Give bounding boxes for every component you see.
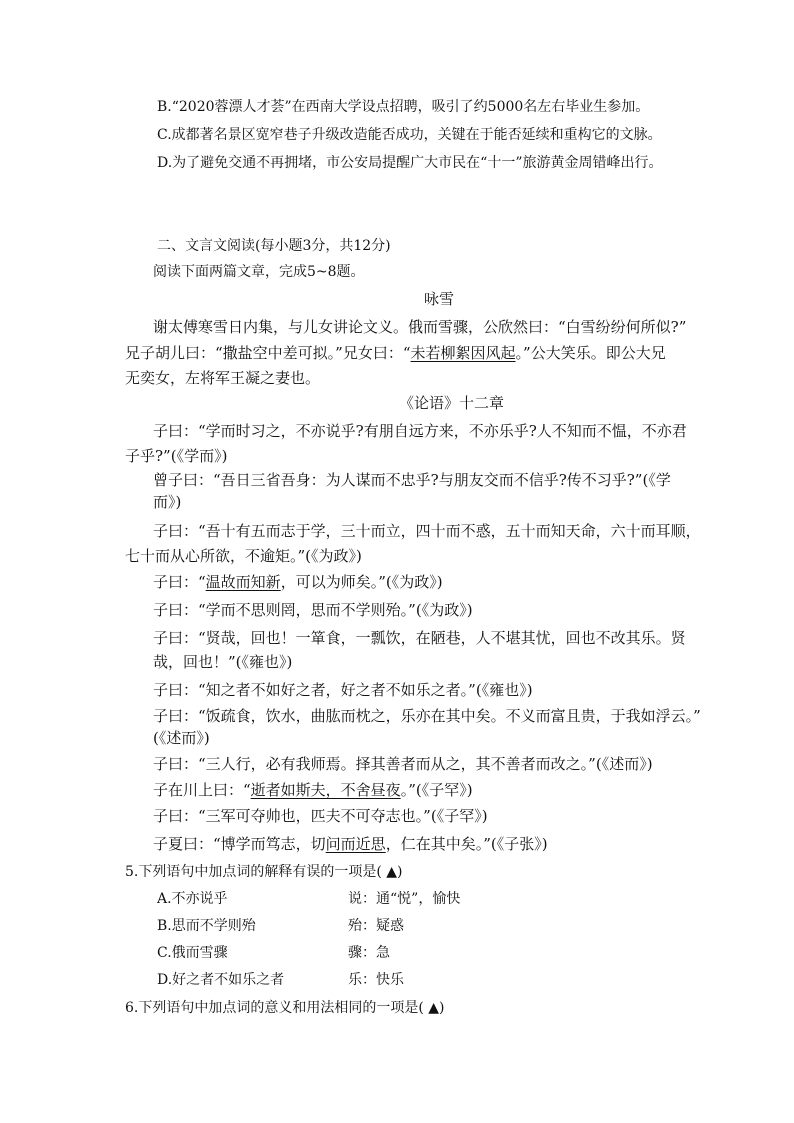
underlined-phrase: 未若柳絮因风起 <box>410 344 516 362</box>
q5-option-a-gloss: 说：通“悦”，愉快 <box>348 891 461 907</box>
passage-line: 七十而从心所欲，不逾矩。”(《为政》) <box>125 547 362 565</box>
section-instruction: 阅读下面两篇文章，完成5~8题。 <box>153 264 365 280</box>
passage-line: 子夏曰：“博学而笃志，切问而近思，仁在其中矣。”(《子张》) <box>153 835 548 853</box>
option-d: D.为了避免交通不再拥堵，市公安局提醒广大市民在“十一”旅游黄金周错峰出行。 <box>157 155 663 171</box>
passage-line: 哉，回也！”(《雍也》) <box>153 653 293 671</box>
passage-line: 子曰：“温故而知新，可以为师矣。”(《为政》) <box>153 573 443 591</box>
passage-line: 子曰：“知之者不如好之者，好之者不如乐之者。”(《雍也》) <box>153 681 533 699</box>
question-6-stem: 6.下列语句中加点词的意义和用法相同的一项是( ▲) <box>125 1000 445 1016</box>
q5-option-a-term: A.不亦说乎 <box>157 891 228 907</box>
passage-line: 谢太傅寒雪日内集，与儿女讲论文义。俄而雪骤，公欣然曰：“白雪纷纷何所似?” <box>153 318 687 336</box>
q5-option-b-gloss: 殆：疑惑 <box>348 918 404 934</box>
passage-line: 子曰：“三人行，必有我师焉。择其善者而从之，其不善者而改之。”(《述而》) <box>153 755 653 773</box>
section-heading: 二、文言文阅读(每小题3分，共12分) <box>157 238 391 254</box>
passage-line: 无奕女，左将军王凝之妻也。 <box>125 369 321 387</box>
passage-line: 子曰：“三军可夺帅也，匹夫不可夺志也。”(《子罕》) <box>153 807 488 825</box>
passage-line: 曾子曰：“吾日三省吾身：为人谋而不忠乎?与朋友交而不信乎?传不习乎?”(《学 <box>153 471 671 489</box>
q5-option-c-gloss: 骤：急 <box>348 945 390 961</box>
underlined-phrase: 逝者如斯夫，不舍昼夜 <box>250 781 401 799</box>
passage-line: 兄子胡儿曰：“撒盐空中差可拟。”兄女曰：“未若柳絮因风起。”公大笑乐。即公大兄 <box>125 344 666 362</box>
question-5-stem: 5.下列语句中加点词的解释有误的一项是( ▲) <box>125 864 403 880</box>
q5-option-d-term: D.好之者不如乐之者 <box>157 972 285 988</box>
underlined-phrase: 温故而知新 <box>205 573 281 591</box>
passage-title: 咏雪 <box>424 290 455 308</box>
passage-line: 子曰：“学而不思则罔，思而不学则殆。”(《为政》) <box>153 601 473 619</box>
passage-line: 子曰：“贤哉，回也！一箪食，一瓢饮，在陋巷，人不堪其忧，回也不改其乐。贤 <box>153 629 686 647</box>
q5-option-c-term: C.俄而雪骤 <box>157 945 228 961</box>
underlined-phrase: 问而近思 <box>325 835 386 853</box>
option-c: C.成都著名景区宽窄巷子升级改造能否成功，关键在于能否延续和重构它的文脉。 <box>157 127 662 143</box>
option-b: B.“2020蓉漂人才荟”在西南大学设点招聘，吸引了约5000名左右毕业生参加。 <box>157 99 650 115</box>
q5-option-d-gloss: 乐：快乐 <box>348 972 404 988</box>
passage-line: 而》) <box>153 493 182 511</box>
passage-line: 子曰：“吾十有五而志于学，三十而立，四十而不惑，五十而知天命，六十而耳顺， <box>153 522 701 540</box>
passage-line: 子曰：“学而时习之，不亦说乎?有朋自远方来，不亦乐乎?人不知而不愠，不亦君 <box>153 422 687 440</box>
passage-line: 子乎?”(《学而》) <box>125 447 228 465</box>
passage-line: (《述而》) <box>153 729 210 747</box>
passage-title: 《论语》十二章 <box>399 394 505 412</box>
q5-option-b-term: B.思而不学则殆 <box>157 918 256 934</box>
passage-line: 子曰：“饭疏食，饮水，曲肱而枕之，乐亦在其中矣。不义而富且贵，于我如浮云。” <box>153 707 701 725</box>
passage-line: 子在川上曰：“逝者如斯夫，不舍昼夜。”(《子罕》) <box>153 781 473 799</box>
